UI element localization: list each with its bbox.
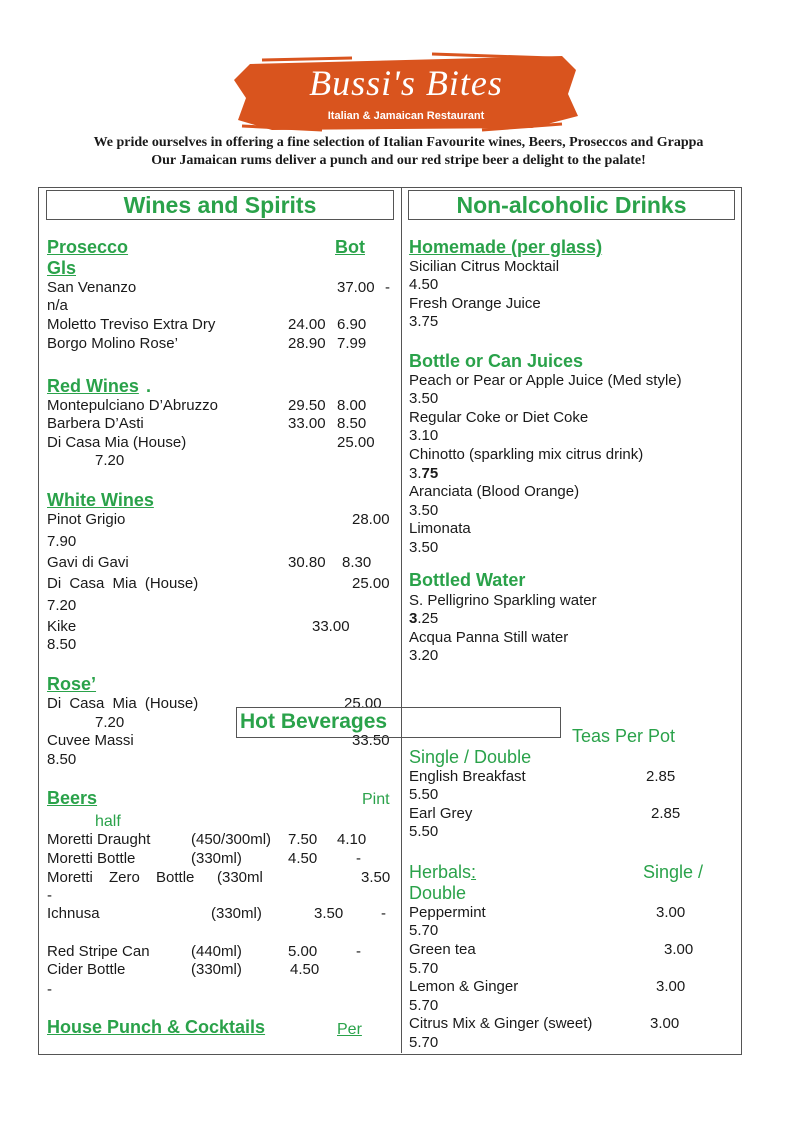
- red-wines-dot: .: [146, 376, 152, 396]
- beer-item-pint: 4.50: [290, 961, 320, 978]
- water-item-price: 3.20: [409, 647, 439, 664]
- prosecco-item-extra: -: [385, 279, 390, 296]
- juice-item-name: Regular Coke or Diet Coke: [409, 409, 589, 426]
- herbals-double-label: Double: [409, 883, 467, 903]
- beer-item-name: Ichnusa: [47, 905, 100, 922]
- column-divider: [401, 187, 402, 1053]
- prosecco-item-name: Borgo Molino Rose’: [47, 335, 178, 352]
- water-item-price: [409, 610, 438, 628]
- brand-subtitle: Italian & Jamaican Restaurant: [327, 110, 485, 122]
- red-wines-heading: Red Wines: [47, 376, 139, 396]
- brand-name: Bussi's Bites: [309, 63, 503, 103]
- white-item-bot: 25.00: [352, 575, 390, 592]
- herbal-item-single: 3.00: [656, 978, 686, 995]
- rose-item-bot: 33.50: [352, 732, 390, 749]
- herbal-item-single: 3.00: [650, 1015, 680, 1032]
- beer-item-half: -: [381, 905, 386, 922]
- herbal-item-name: Peppermint: [409, 904, 486, 921]
- red-item-bot: 29.50: [288, 397, 326, 414]
- red-item-name: Di Casa Mia (House): [47, 434, 187, 451]
- beer-item-name: Moretti Bottle: [47, 850, 136, 867]
- herbal-item-double: 5.70: [409, 997, 439, 1014]
- punch-heading: House Punch & Cocktails: [47, 1017, 266, 1037]
- prosecco-item-name: San Venanzo: [47, 279, 137, 296]
- rose-item-bot: 25.00: [344, 695, 382, 712]
- herbal-item-name: Lemon & Ginger: [409, 978, 519, 995]
- red-item-name: Barbera D’Asti: [47, 415, 144, 432]
- rose-heading: Rose’: [47, 674, 97, 694]
- juice-item-price: 3.50: [409, 502, 439, 519]
- prosecco-item-gls: 7.99: [337, 335, 367, 352]
- water-item-price-b: .25: [417, 610, 439, 627]
- white-item-name: Gavi di Gavi: [47, 554, 129, 571]
- herbal-item-double: 5.70: [409, 1034, 439, 1051]
- beer-item-half: 4.10: [337, 831, 367, 848]
- white-wines-heading: White Wines: [47, 490, 154, 510]
- rose-item-wrap: 8.50: [47, 751, 77, 768]
- prosecco-item-gls: 6.90: [337, 316, 367, 333]
- white-item-name: Di Casa Mia (House): [47, 575, 199, 592]
- prosecco-item-bot: 37.00: [337, 279, 375, 296]
- juice-item-name: Limonata: [409, 520, 471, 537]
- herbals-label-colon: :: [471, 862, 477, 882]
- single-double-label: Single / Double: [409, 747, 532, 767]
- white-item-wrap: 7.90: [47, 533, 77, 550]
- red-item-wrap: 7.20: [95, 452, 125, 469]
- hot-beverages-title: Hot Beverages: [240, 710, 388, 733]
- beer-item-pint: 4.50: [288, 850, 318, 867]
- prosecco-item-bot: 28.90: [288, 335, 326, 352]
- juice-item-name: Chinotto (sparkling mix citrus drink): [409, 446, 644, 463]
- white-item-bot: 28.00: [352, 511, 390, 528]
- beer-item-size: (450/300ml): [191, 831, 272, 848]
- beers-half-label: half: [95, 813, 121, 830]
- beer-item-pint: 7.50: [288, 831, 318, 848]
- herbals-single-label: Single /: [643, 862, 704, 882]
- red-item-name: Montepulciano D’Abruzzo: [47, 397, 218, 414]
- prosecco-item-bot: 24.00: [288, 316, 326, 333]
- wines-spirits-title: Wines and Spirits: [46, 190, 394, 220]
- intro-line-1: We pride ourselves in offering a fine selection of Italian Favourite wines, Beers, Proseccos and Grappa: [93, 135, 704, 150]
- beer-item-size: (330ml): [211, 905, 262, 922]
- water-item-name: S. Pelligrino Sparkling water: [409, 592, 597, 609]
- beers-heading: Beers: [47, 788, 98, 808]
- red-item-gls: 8.50: [337, 415, 367, 432]
- juice-item-price-b: 75: [421, 465, 439, 482]
- white-item-bot: 33.00: [312, 618, 350, 635]
- herbals-label: [409, 862, 476, 882]
- water-heading: Bottled Water: [409, 570, 526, 590]
- white-item-gls: 8.30: [342, 554, 372, 571]
- prosecco-gls-label: Gls: [47, 258, 77, 278]
- beer-item-name: Cider Bottle: [47, 961, 126, 978]
- homemade-item-price: 3.75: [409, 313, 439, 330]
- beer-item-name: Moretti Zero Bottle: [47, 869, 195, 886]
- intro-line-2: Our Jamaican rums deliver a punch and our red stripe beer a delight to the palate!: [151, 153, 646, 168]
- beer-item-half: -: [356, 850, 361, 867]
- white-item-bot: 30.80: [288, 554, 326, 571]
- beer-item-size: (330ml): [191, 850, 242, 867]
- herbal-item-single: 3.00: [664, 941, 694, 958]
- red-item-bot: 25.00: [337, 434, 375, 451]
- white-item-name: Kike: [47, 618, 77, 635]
- white-item-wrap: 7.20: [47, 597, 77, 614]
- herbal-item-single: 3.00: [656, 904, 686, 921]
- juice-item-price: 3.50: [409, 539, 439, 556]
- beer-item-size: (440ml): [191, 943, 242, 960]
- water-item-price-a: 3: [409, 610, 418, 627]
- rose-item-wrap: 7.20: [95, 714, 125, 731]
- juice-item-price-a: 3.: [409, 465, 422, 482]
- juice-item-name: Aranciata (Blood Orange): [409, 483, 580, 500]
- rose-item-name: Di Casa Mia (House): [47, 695, 199, 712]
- herbal-item-double: 5.70: [409, 922, 439, 939]
- beer-item-wrap: -: [47, 887, 52, 904]
- herbals-label-text: Herbals: [409, 862, 472, 882]
- herbal-item-name: Green tea: [409, 941, 476, 958]
- beer-item-size: (330ml): [191, 961, 242, 978]
- logo: [232, 50, 580, 134]
- teas-per-pot-label: Teas Per Pot: [572, 726, 676, 746]
- tea-item-double: 5.50: [409, 786, 439, 803]
- white-item-wrap: 8.50: [47, 636, 77, 653]
- tea-item-name: Earl Grey: [409, 805, 473, 822]
- red-item-bot: 33.00: [288, 415, 326, 432]
- juice-item-price: 3.10: [409, 427, 439, 444]
- red-item-gls: 8.00: [337, 397, 367, 414]
- juice-item-price: 3.50: [409, 390, 439, 407]
- beer-item-pint: 5.00: [288, 943, 318, 960]
- prosecco-heading: Prosecco: [47, 237, 129, 257]
- white-item-name: Pinot Grigio: [47, 511, 126, 528]
- tea-item-single: 2.85: [646, 768, 676, 785]
- beer-item-name: Red Stripe Can: [47, 943, 150, 960]
- juice-item-name: Peach or Pear or Apple Juice (Med style): [409, 372, 682, 389]
- herbal-item-double: 5.70: [409, 960, 439, 977]
- prosecco-item-wrap: n/a: [47, 297, 68, 314]
- beer-item-size: (330ml: [217, 869, 263, 886]
- homemade-heading: Homemade (per glass): [409, 237, 603, 257]
- juice-item-price: [409, 465, 438, 483]
- herbal-item-name: Citrus Mix & Ginger (sweet): [409, 1015, 593, 1032]
- beers-pint-label: Pint: [362, 791, 390, 808]
- prosecco-bot-label: Bot: [335, 237, 365, 257]
- tea-item-double: 5.50: [409, 823, 439, 840]
- water-item-name: Acqua Panna Still water: [409, 629, 569, 646]
- prosecco-item-name: Moletto Treviso Extra Dry: [47, 316, 216, 333]
- non-alcoholic-title: Non-alcoholic Drinks: [408, 190, 735, 220]
- punch-per-label: Per: [337, 1021, 362, 1038]
- tea-item-single: 2.85: [651, 805, 681, 822]
- homemade-item-name: Sicilian Citrus Mocktail: [409, 258, 560, 275]
- homemade-item-name: Fresh Orange Juice: [409, 295, 541, 312]
- beer-item-half: -: [356, 943, 361, 960]
- rose-item-name: Cuvee Massi: [47, 732, 134, 749]
- beer-item-pint: 3.50: [314, 905, 344, 922]
- beer-item-pint: 3.50: [361, 869, 391, 886]
- beer-item-name: Moretti Draught: [47, 831, 151, 848]
- homemade-item-price: 4.50: [409, 276, 439, 293]
- juices-heading: Bottle or Can Juices: [409, 351, 584, 371]
- tea-item-name: English Breakfast: [409, 768, 526, 785]
- beer-item-wrap: -: [47, 981, 52, 998]
